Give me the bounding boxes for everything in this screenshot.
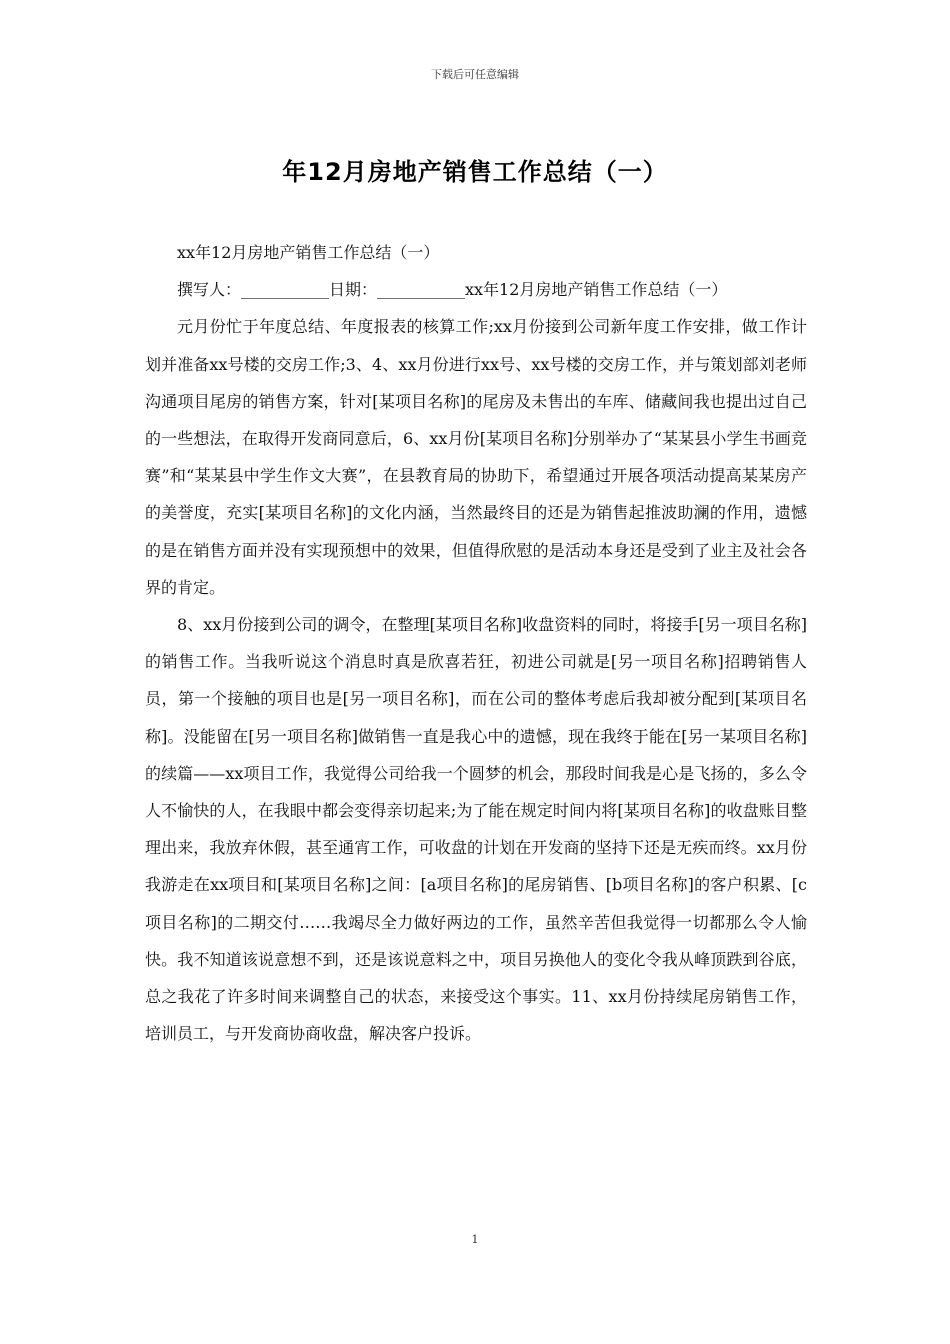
document-title: 年12月房地产销售工作总结（一） (282, 158, 668, 186)
paragraph-second-half-year: 8、xx月份接到公司的调令，在整理[某项目名称]收盘资料的同时，将接手[另一项目名称]的销售工作。当我听说这个消息时真是欣喜若狂，初进公司就是[另一项目名称]招聘销售人员，第一个接触的项目也是[另一项目名称]，而在公司的整体考虑后我却被分配到[某项目名称]。没能留在[另一项目名称]做销售一直是我心中的遗憾，现在我终于能在[另一某项目名称]的续篇——xx项目工作，我觉得公司给我一个圆梦的机会，那段时间我是心是飞扬的，多么令人不愉快的人，在我眼中都会变得亲切起来;为了能在规定时间内将[某项目名称]的收盘账目整理出来，我放弃休假，甚至通宵工作，可收盘的计划在开发商的坚持下还是无疾而终。xx月份我游走在xx项目和[某项目名称]之间：[a项目名称]的尾房销售、[b项目名称]的客户积累、[c项目名称]的二期交付……我竭尽全力做好两边的工作，虽然辛苦但我觉得一切都那么令人愉快。我不知道该说意想不到，还是该说意料之中，项目另换他人的变化令我从峰顶跌到谷底，总之我花了许多时间来调整自己的状态，来接受这个事实。11、xx月份持续尾房销售工作，培训员工，与开发商协商收盘，解决客户投诉。 (145, 615, 807, 1044)
paragraph-author-date: 撰写人：___________日期：___________xx年12月房地产销售工作总结（一） (177, 280, 728, 300)
header-note: 下载后可任意编辑 (431, 68, 519, 81)
page-number: 1 (471, 1233, 479, 1246)
document-body (145, 234, 807, 1052)
paragraph-first-half-year: 元月份忙于年度总结、年度报表的核算工作;xx月份接到公司新年度工作安排，做工作计划并准备xx号楼的交房工作;3、4、xx月份进行xx号、xx号楼的交房工作，并与策划部刘老师沟通项目尾房的销售方案，针对[某项目名称]的尾房及未售出的车库、储藏间我也提出过自己的一些想法，在取得开发商同意后，6、xx月份[某项目名称]分别举办了“某某县小学生书画竞赛”和“某某县中学生作文大赛”，在县教育局的协助下，希望通过开展各项活动提高某某房产的美誉度，充实[某项目名称]的文化内涵，当然最终目的还是为销售起推波助澜的作用，遗憾的是在销售方面并没有实现预想中的效果，但值得欣慰的是活动本身还是受到了业主及社会各界的肯定。 (145, 317, 807, 597)
paragraph-subtitle: xx年12月房地产销售工作总结（一） (177, 243, 440, 262)
